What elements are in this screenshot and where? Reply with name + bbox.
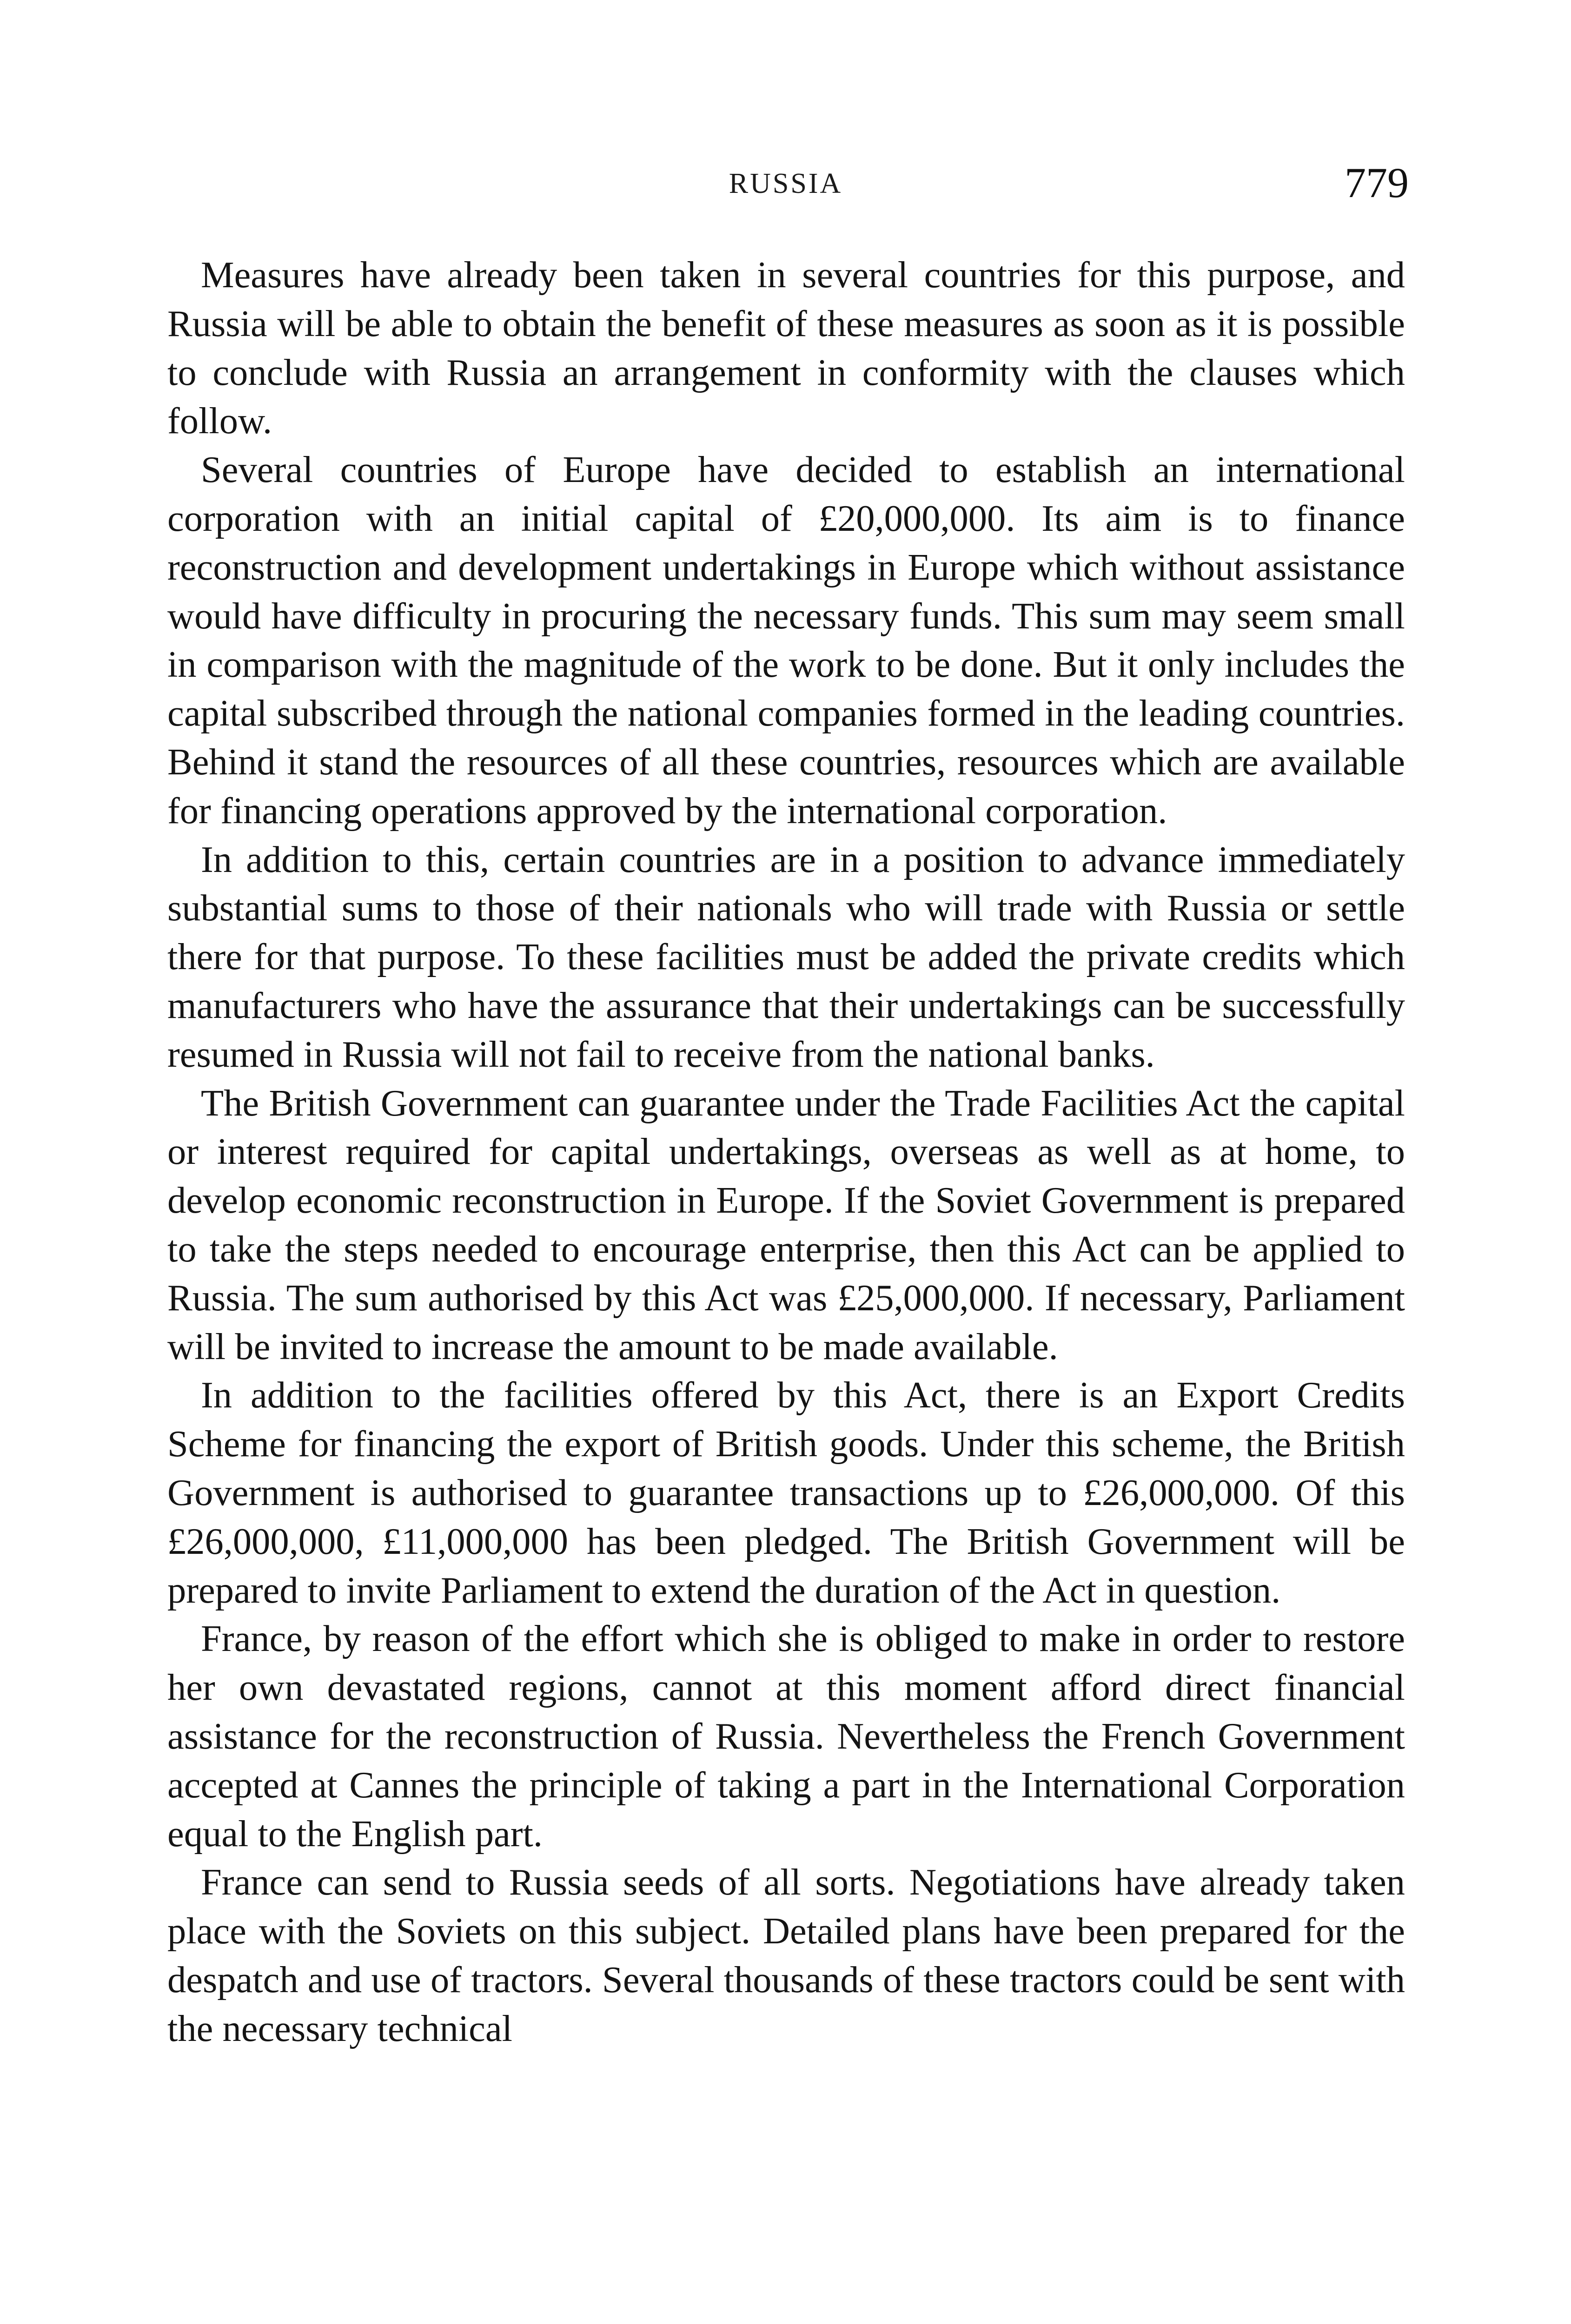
paragraph: In addition to the facilities offered by this Act, there is an Export Credits Scheme for financing the export of British goods. Under this scheme, the British Government is authorised to guarantee transactions up to £26,000,000. Of this £26,000,000, £11,000,000 has been pledged. The British Government will be prepared to invite Parliament to extend the duration of the Act in question. (167, 1374, 1405, 1611)
body-text (167, 251, 1405, 2053)
running-head (167, 158, 1409, 209)
paragraph: Measures have already been taken in several countries for this purpose, and Russia will be able to obtain the benefit of these measures as soon as it is possible to conclude with Russia an arrangement in conformity with the clauses which follow. (167, 254, 1405, 442)
paragraph: In addition to this, certain countries are in a position to advance immediately substantial sums to those of their nationals who will trade with Russia or settle there for that purpose. To these facilities must be added the private credits which manufacturers who have the assurance that their undertakings can be successfully resumed in Russia will not fail to receive from the national banks. (167, 838, 1405, 1075)
paragraph: Several countries of Europe have decided to establish an international corporation with an initial capital of £20,000,000. Its aim is to finance reconstruction and development undertakings in Europe which without assistance would have difficulty in procuring the necessary funds. This sum may seem small in comparison with the magnitude of the work to be done. But it only includes the capital subscribed through the national companies formed in the leading countries. Behind it stand the resources of all these countries, resources which are available for financing operations approved by the international corporation. (167, 449, 1405, 832)
page-number: 779 (1345, 159, 1409, 206)
paragraph: France, by reason of the effort which she is obliged to make in order to restore her own devastated regions, cannot at this moment afford direct financial assistance for the reconstruction of Russia. Nevertheless the French Government accepted at Cannes the principle of taking a part in the International Corporation equal to the English part. (167, 1618, 1405, 1855)
running-title: RUSSIA (729, 168, 843, 199)
paragraph: France can send to Russia seeds of all sorts. Negotiations have already taken place with the Soviets on this subject. Detailed plans have been prepared for the despatch and use of tractors. Several thousands of these tractors could be sent with the necessary technical (167, 1862, 1405, 2049)
paragraph: The British Government can guarantee under the Trade Facilities Act the capital or interest required for capital undertakings, overseas as well as at home, to develop economic reconstruction in Europe. If the Soviet Government is prepared to take the steps needed to encourage enterprise, then this Act can be applied to Russia. The sum authorised by this Act was £25,000,000. If necessary, Parliament will be invited to increase the amount to be made available. (167, 1082, 1405, 1367)
